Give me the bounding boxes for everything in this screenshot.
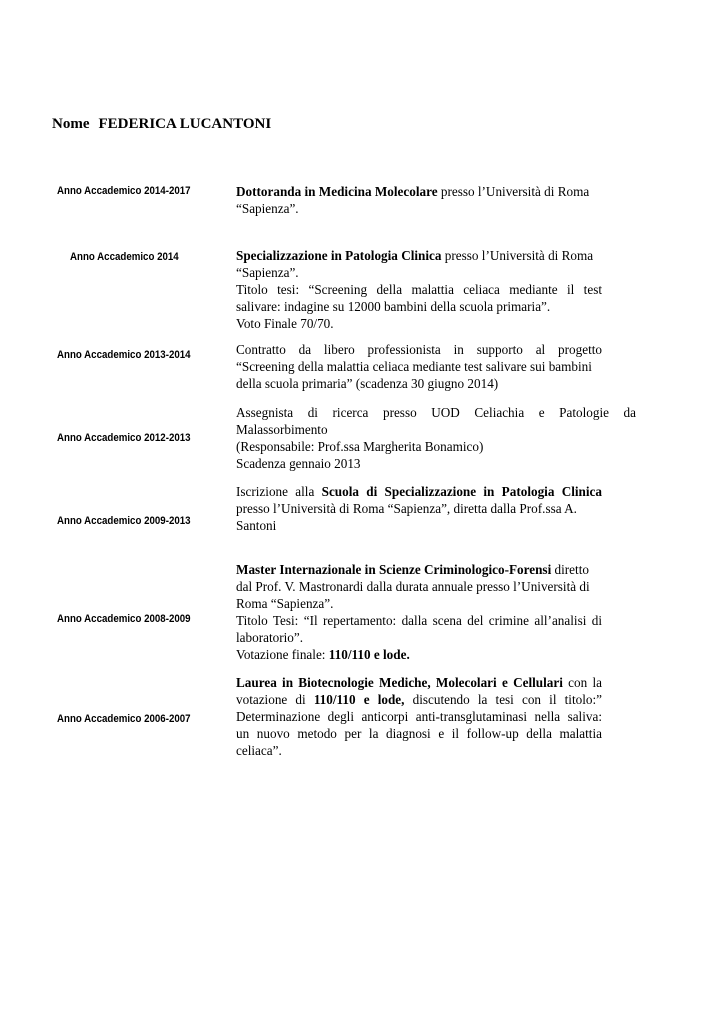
year-label: Anno Accademico 2006-2007 [57, 713, 191, 725]
entry-line: Votazione finale: 110/110 e lode. [236, 647, 410, 662]
entry-line: Assegnista di ricerca presso UOD Celiachia e Patologie da [236, 405, 636, 420]
entry-line: Voto Finale 70/70. [236, 316, 334, 331]
entry-line: Master Internazionale in Scienze Criminologico-Forensi diretto [236, 562, 589, 577]
year-label: Anno Accademico 2008-2009 [57, 613, 191, 625]
entry-line: celiaca”. [236, 743, 282, 758]
entry-line: Titolo tesi: “Screening della malattia celiaca mediante il test [236, 282, 602, 297]
entry-line: Roma “Sapienza”. [236, 596, 334, 611]
entry-line: presso l’Università di Roma “Sapienza”, diretta dalla Prof.ssa A. [236, 501, 577, 516]
entry-doctorate [236, 183, 602, 217]
entry-contract [236, 341, 602, 392]
year-label: Anno Accademico 2014-2017 [57, 185, 191, 197]
person-name: FEDERICA LUCANTONI [98, 116, 272, 132]
entry-enrollment [236, 483, 602, 534]
entry-line: “Sapienza”. [236, 265, 299, 280]
year-label: Anno Accademico 2009-2013 [57, 515, 191, 527]
entry-line: Iscrizione alla Scuola di Specializzazione in Patologia Clinica [236, 484, 603, 499]
entry-line: (Responsabile: Prof.ssa Margherita Bonamico) [236, 439, 484, 454]
entry-degree [236, 674, 602, 759]
entry-line: Dottoranda in Medicina Molecolare presso l’Università di Roma [236, 184, 590, 199]
entry-line: dal Prof. V. Mastronardi dalla durata annuale presso l’Università di [236, 579, 590, 594]
entry-line: Contratto da libero professionista in supporto al progetto [236, 342, 602, 357]
entry-specialization [236, 247, 602, 332]
name-label: Nome [52, 116, 90, 132]
year-label: Anno Accademico 2012-2013 [57, 432, 191, 444]
entry-line: “Sapienza”. [236, 201, 299, 216]
entry-line: “Screening della malattia celiaca mediante test salivare sui bambini [236, 359, 592, 374]
entry-master [236, 561, 602, 663]
entry-line: votazione di 110/110 e lode, discutendo la tesi con il titolo:” [236, 692, 602, 707]
entry-line: Laurea in Biotecnologie Mediche, Molecolari e Cellulari con la [236, 675, 602, 690]
entry-research-grant [236, 404, 636, 472]
entry-line: Scadenza gennaio 2013 [236, 456, 361, 471]
year-label: Anno Accademico 2013-2014 [57, 349, 191, 361]
entry-line: un nuovo metodo per la diagnosi e il follow-up della malattia [236, 726, 602, 741]
year-label: Anno Accademico 2014 [70, 251, 179, 263]
entry-line: della scuola primaria” (scadenza 30 giugno 2014) [236, 376, 499, 391]
entry-line: Specializzazione in Patologia Clinica presso l’Università di Roma [236, 248, 594, 263]
entry-line: Malassorbimento [236, 422, 328, 437]
entry-line: laboratorio”. [236, 630, 304, 645]
entry-line: Determinazione degli anticorpi anti-transglutaminasi nella saliva: [236, 709, 602, 724]
cv-name-line [52, 116, 271, 133]
entry-line: Titolo Tesi: “Il repertamento: dalla scena del crimine all’analisi di [236, 613, 602, 628]
entry-line: salivare: indagine su 12000 bambini della scuola primaria”. [236, 299, 551, 314]
entry-line: Santoni [236, 518, 277, 533]
